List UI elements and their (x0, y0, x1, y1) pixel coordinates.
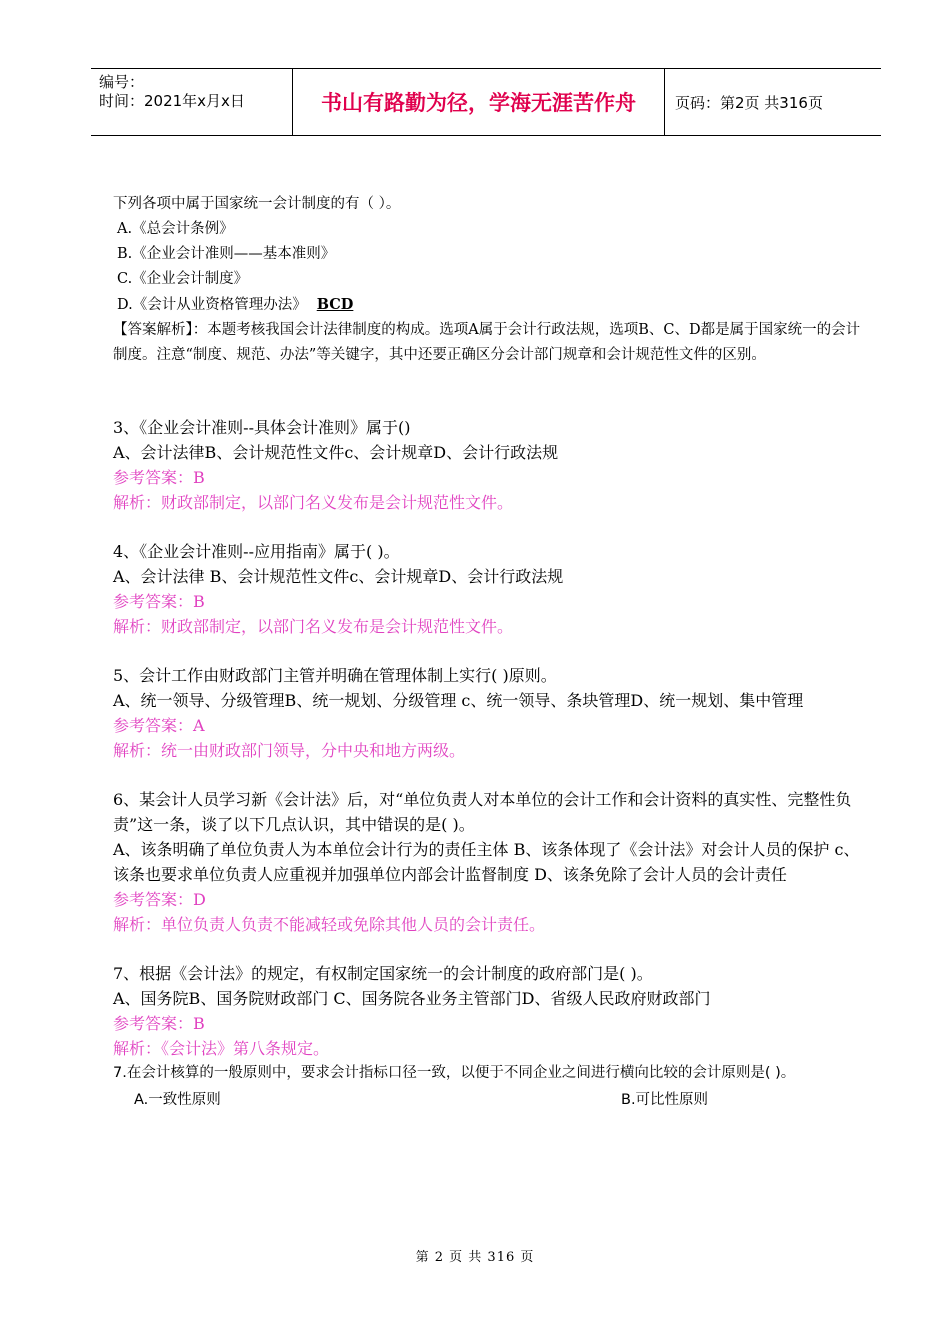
question-options: A、统一领导、分级管理B、统一规划、分级管理 c、统一领导、条块管理D、统一规划、集中管理 (113, 691, 804, 710)
question-text: 7.在会计核算的一般原则中，要求会计指标口径一致，以便于不同企业之间进行横向比较的会计原则是( )。 (113, 1065, 796, 1081)
explanation: 解析：财政部制定，以部门名义发布是会计规范性文件。 (113, 617, 514, 636)
option-a: A.《总会计条例》 (117, 221, 234, 237)
options-row (113, 1086, 863, 1114)
number-label: 编号： (99, 73, 145, 91)
page-footer: 第 2 页 共 316 页 (415, 1250, 535, 1265)
spacer (113, 368, 863, 415)
question-4 (113, 539, 863, 639)
question-options: A、会计法律 B、会计规范性文件c、会计规章D、会计行政法规 (113, 567, 564, 586)
explanation: 解析：《会计法》第八条规定。 (113, 1039, 330, 1058)
question-options: A、国务院B、国务院财政部门 C、国务院各业务主管部门D、省级人民政府财政部门 (113, 989, 711, 1008)
question-6 (113, 787, 863, 937)
question-options: A、该条明确了单位负责人为本单位会计行为的责任主体 B、该条体现了《会计法》对会计人员的保护 c、该条也要求单位负责人应重视并加强单位内部会计监督制度 D、该条免除了会计人员的会计责任 (113, 840, 860, 884)
document-body (113, 192, 863, 1114)
answer-explanation: 【答案解析】：本题考核我国会计法律制度的构成。选项A属于会计行政法规，选项B、C、D都是属于国家统一的会计制度。注意“制度、规范、办法”等关键字，其中还要正确区分会计部门规章和会计规范性文件的区别。 (113, 322, 861, 363)
question-options: A、会计法律B、会计规范性文件c、会计规章D、会计行政法规 (113, 443, 559, 462)
reference-answer: 参考答案：B (113, 468, 205, 487)
explanation: 解析：单位负责人负责不能减轻或免除其他人员的会计责任。 (113, 915, 546, 934)
option-c: C.《企业会计制度》 (117, 271, 249, 287)
question-text: 4、《企业会计准则--应用指南》属于( )。 (113, 542, 400, 561)
question-7 (113, 961, 863, 1061)
answer-key: BCD (316, 296, 354, 313)
reference-answer: 参考答案：B (113, 592, 205, 611)
question-text: 6、某会计人员学习新《会计法》后，对“单位负责人对本单位的会计工作和会计资料的真实性、完整性负责”这一条，谈了以下几点认识，其中错误的是( )。 (113, 790, 852, 834)
question-text: 5、会计工作由财政部门主管并明确在管理体制上实行( )原则。 (113, 666, 557, 685)
question-block-1 (113, 192, 863, 368)
reference-answer: 参考答案：A (113, 716, 205, 735)
reference-answer: 参考答案：D (113, 890, 206, 909)
question-text: 下列各项中属于国家统一会计制度的有（ ）。 (113, 196, 401, 212)
question-3 (113, 415, 863, 515)
header-page-info: 页码：第2页 共316页 (675, 93, 823, 112)
explanation: 解析：统一由财政部门领导，分中央和地方两级。 (113, 741, 466, 760)
spacer (113, 515, 863, 539)
header-meta (91, 69, 293, 135)
option-b: B.《企业会计准则——基本准则》 (117, 246, 336, 262)
question-block-last (113, 1061, 863, 1114)
option-b: B.可比性原则 (621, 1092, 709, 1108)
explanation: 解析：财政部制定，以部门名义发布是会计规范性文件。 (113, 493, 514, 512)
option-a: A.一致性原则 (134, 1092, 221, 1108)
reference-answer: 参考答案：B (113, 1014, 205, 1033)
spacer (113, 763, 863, 787)
question-text: 3、《企业会计准则--具体会计准则》属于() (113, 418, 411, 437)
time-label: 时间：2021年x月x日 (99, 92, 245, 110)
option-d: D.《会计从业资格管理办法》 (117, 297, 307, 313)
option-d-row (113, 292, 863, 318)
question-text: 7、根据《会计法》的规定，有权制定国家统一的会计制度的政府部门是( )。 (113, 964, 653, 983)
spacer (113, 639, 863, 663)
question-5 (113, 663, 863, 763)
spacer (113, 937, 863, 961)
header-motto: 书山有路勤为径，学海无涯苦作舟 (293, 69, 665, 135)
page-header (91, 68, 881, 136)
